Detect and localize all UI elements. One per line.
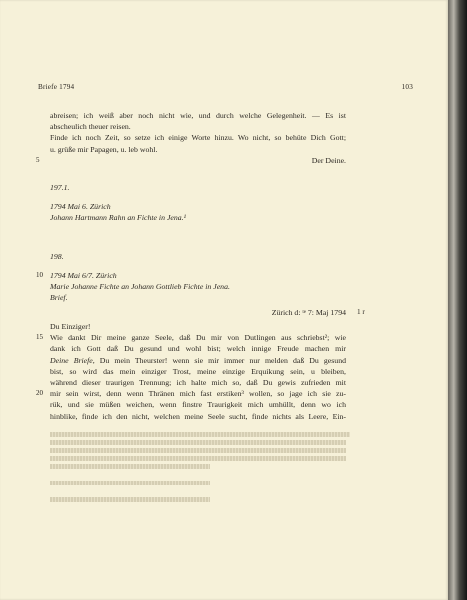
emphasis: Deine Briefe [50, 355, 93, 365]
line-number: 15 [36, 333, 43, 342]
footnote-line [50, 481, 210, 486]
signature: Der Deine. [311, 156, 346, 165]
text-line: Finde ich noch Zeit, so setze ich einige Worte hinzu. Wo nicht, so behüte Dich Gott; [50, 133, 346, 143]
letter-heading-type: Brief. [50, 293, 68, 303]
folio-note: 1 r [357, 308, 365, 316]
letter-dateline: Zürich d: ᵗᵉ 7: Maj 1794 [271, 308, 346, 317]
letter-heading-title: Johann Hartmann Rahn an Fichte in Jena.¹ [50, 213, 186, 223]
footnote-line [50, 440, 346, 445]
text-line: u. grüße mir Papagen, u. leb wohl. [50, 144, 158, 154]
text-line: hinblike, finde ich den nicht, welchen meine Seele sucht, finde nichts als Leere, Ein- [50, 411, 346, 421]
page-number: 103 [401, 83, 413, 91]
text-line: abreisen; ich weiß aber noch nicht wie, und durch welche Gelegenheit. — Es ist [50, 111, 346, 120]
text-line: bist, so wird das mein einziger Trost, meine einzige Erquikung sein, u bleiben, [50, 366, 346, 376]
letter-heading-date: 1794 Mai 6/7. Zürich [50, 271, 117, 280]
footnote-line [50, 497, 210, 502]
letter-number: 198. [50, 252, 64, 261]
text-run: , Du mein Theurster! wenn sie mir immer nur melden daß Du gesund [92, 355, 346, 365]
line-number: 5 [36, 156, 40, 164]
text-line: während dieser traurigen Trennung; ich halte mich so, daß Du gewis zufrieden mit [50, 378, 346, 387]
footnote-line [50, 456, 346, 461]
letter-number: 197.1. [50, 183, 70, 192]
text-line: mir sein wirst, denn wenn Thränen mich fast erstiken³ wollen, so jage ich sie zu- [50, 389, 346, 399]
footnote-area-illegible [50, 432, 350, 505]
book-spine [448, 0, 467, 600]
letter-heading-date: 1794 Mai 6. Zürich [50, 202, 111, 211]
letter-greeting: Du Einziger! [50, 322, 91, 331]
footnote-line [50, 432, 350, 437]
header-title: Briefe 1794 [38, 83, 75, 91]
line-number: 10 [36, 271, 43, 279]
text-line [50, 355, 346, 366]
line-number: 20 [36, 389, 43, 398]
footnote-line [50, 464, 210, 469]
text-line: abscheulich theuer reisen. [50, 122, 131, 132]
text-line: Wie dankt Dir meine ganze Seele, daß Du mir von Dutlingen aus schriebst²; wie [50, 333, 346, 343]
letter-heading-title: Marie Johanne Fichte an Johann Gottlieb Fichte in Jena. [50, 282, 230, 292]
footnote-line [50, 448, 346, 453]
text-line: rük, und sie müßen weichen, wenn finstre Traurigkeit mich umhüllt, denn wo ich [50, 400, 346, 410]
text-line: dank ich Gott daß Du gesund und wohl bist; welch innige Freude machen mir [50, 344, 346, 354]
